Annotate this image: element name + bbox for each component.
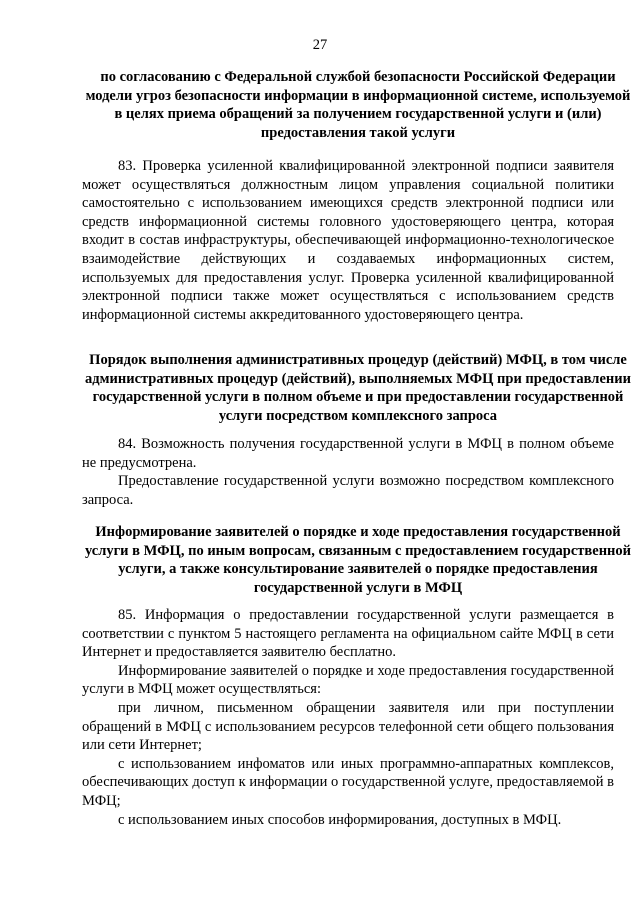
paragraph-85-personal: при личном, письменном обращении заявителя или при поступлении обращений в МФЦ с использованием ресурсов телефонной сети общего пользования или сети Интернет; bbox=[82, 699, 614, 754]
paragraph-83-text: 83. Проверка усиленной квалифицированной электронной подписи заявителя может осуществляться должностным лицом управления социальной политики самостоятельно с использованием имеющихся средств электронной подписи или средств информационной системы головного удостоверяющего центра, которая входит в состав инфраструктуры, обеспечивающей информационно-технологическое взаимодействие действующих и создаваемых информационных систем, используемых для предоставления услуг. Проверка усиленной квалифицированной электронной подписи также может осуществляться с использованием средств информационной системы аккредитованного удостоверяющего центра. bbox=[82, 158, 614, 323]
paragraph-85-informing: Информирование заявителей о порядке и ходе предоставления государственной услуги в МФЦ может осуществляться: bbox=[82, 662, 614, 698]
paragraph-84-text: 84. Возможность получения государственной услуги в МФЦ в полном объеме не предусмотрена. bbox=[82, 436, 614, 471]
paragraph-85-infomats: с использованием инфоматов или иных программно-аппаратных комплексов, обеспечивающих доступ к информации о государственной услуге, предоставляемой в МФЦ; bbox=[82, 755, 614, 809]
paragraph-85-text: 85. Информация о предоставлении государственной услуги размещается в соответствии с пунктом 5 настоящего регламента на официальном сайте МФЦ в сети Интернет и предоставляется заявителю бесплатно. bbox=[82, 607, 614, 661]
paragraph-85-other: с использованием иных способов информирования, доступных в МФЦ. bbox=[118, 811, 562, 828]
paragraph-84 bbox=[82, 435, 614, 509]
page-number: 27 bbox=[312, 37, 328, 53]
section-heading-informing: Информирование заявителей о порядке и ходе предоставления государственной услуги в МФЦ, по иным вопросам, связанным с предоставлением государственной услуги, а также консультирование заявителей о порядке предоставления государственной услуги в МФЦ bbox=[84, 524, 632, 597]
section-heading-mfc-procedures: Порядок выполнения административных процедур (действий) МФЦ, в том числе административных процедур (действий), выполняемых МФЦ при предоставлении государственной услуги в полном объеме и при предоставлении государственной услуги посредством комплексного запроса bbox=[85, 352, 631, 425]
paragraph-85 bbox=[82, 606, 614, 829]
section-heading-threat-model: по согласованию с Федеральной службой безопасности Российской Федерации модели угроз безопасности информации в информационной системе, используемой в целях приема обращений за получением государственной услуги и (или) предоставления такой услуги bbox=[85, 69, 631, 142]
paragraph-84-complex-request: Предоставление государственной услуги возможно посредством комплексного запроса. bbox=[82, 473, 614, 508]
paragraph-83 bbox=[82, 157, 614, 324]
